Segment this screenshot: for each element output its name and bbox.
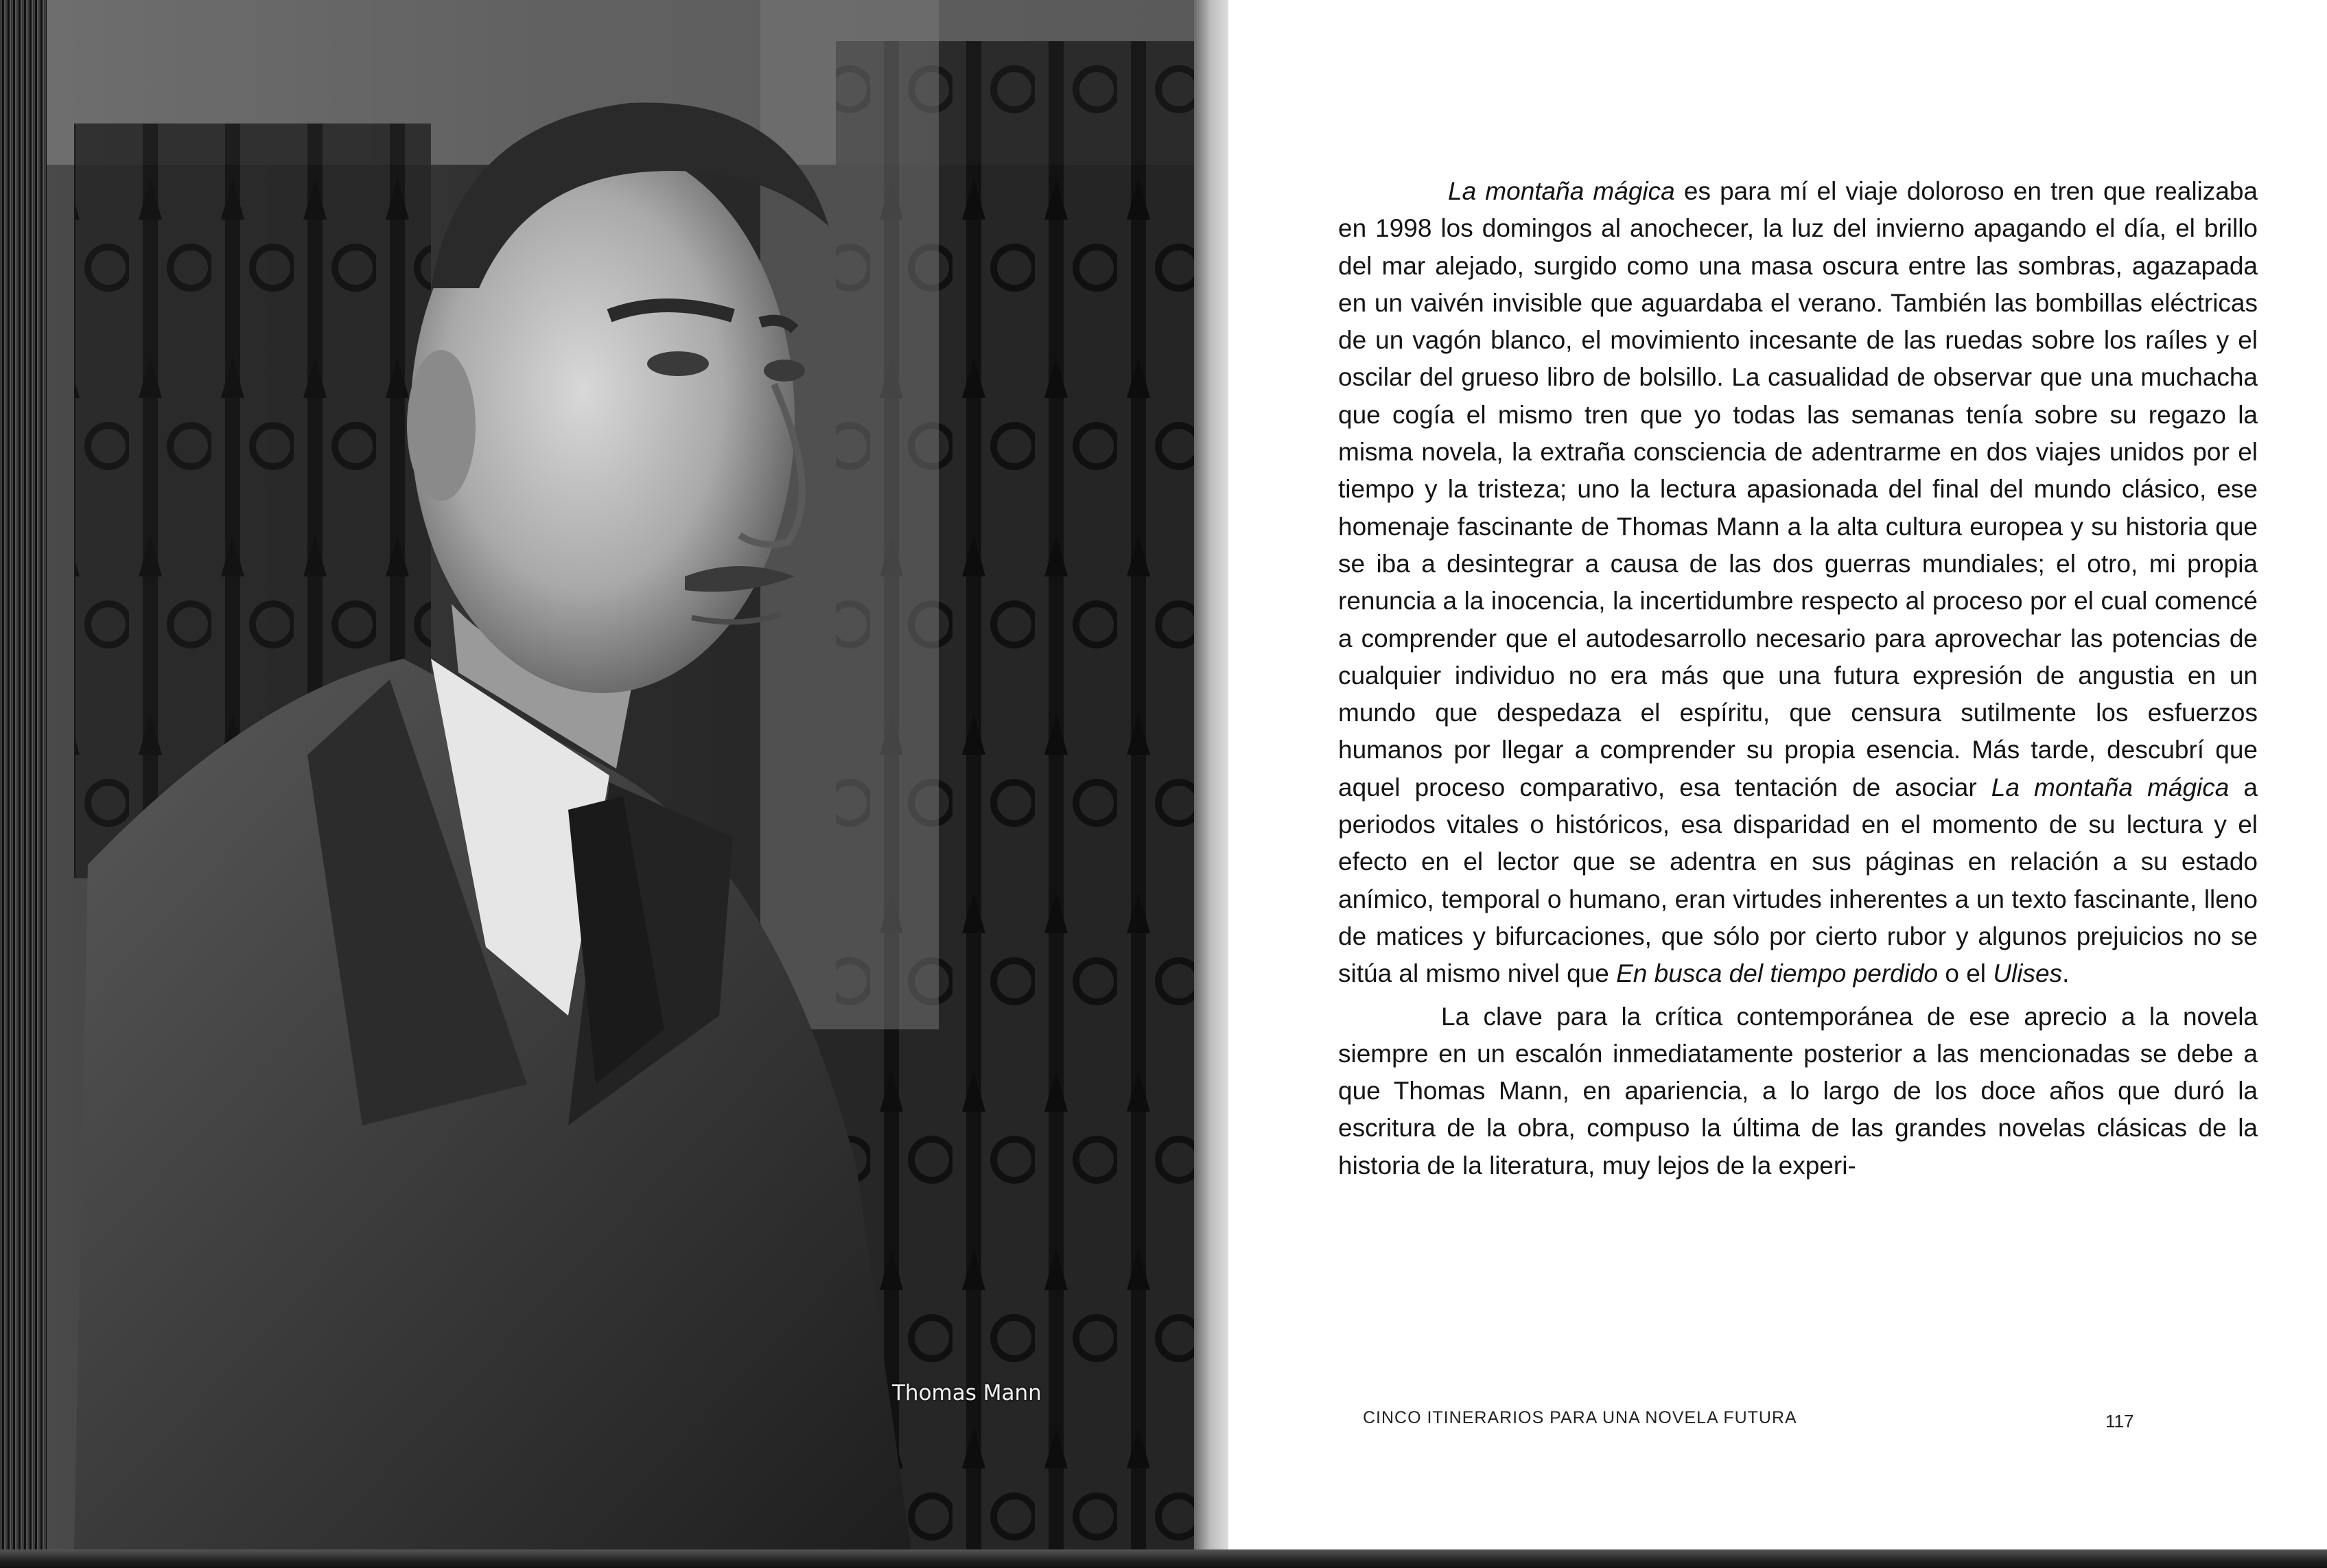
running-head: CINCO ITINERARIOS PARA UNA NOVELA FUTURA <box>1363 1408 1797 1427</box>
page-edges <box>0 0 47 1551</box>
right-page <box>1228 0 2327 1551</box>
text-span: es para mí el viaje doloroso en tren que realizaba en 1998 los domingos al anochecer, la luz del invierno apagando el día, el brillo del mar alejado, surgido como una masa oscura entre las sombras, agazapada en un vaivén invisible que aguardaba el verano. También las bombillas eléctricas de un vagón blanco, el movimiento incesante de las ruedas sobre los raíles y el oscilar del grueso libro de bolsillo. La casualidad de observar que una muchacha que cogía el mismo tren que yo todas las semanas tenía sobre su regazo la misma novela, la extraña consciencia de adentrarme en dos viajes unidos por el tiempo y la tristeza; uno la lectura apasionada del final del mundo clásico, ese homenaje fascinante de Thomas Mann a la alta cultura europea y su historia que se iba a desintegrar a causa de las dos guerras mundiales; el otro, mi propia renuncia a la inocencia, la incertidumbre respecto al proceso por el cual comencé a comprender que el autodesarrollo necesario para aprovechar las potencias de cualquier individuo no era más que una futura expresión de angustia en un mundo que despedaza el espíritu, que censura sutilmente los esfuerzos humanos por llegar a comprender su propia esencia. Más tarde, descubrí que aquel proceso comparativo, esa tentación de asociar <box>1338 177 2258 801</box>
photo-caption: Thomas Mann <box>892 1381 1042 1405</box>
book-title-italic: La montaña mágica <box>1991 773 2230 801</box>
book-title-italic: La montaña mágica <box>1448 177 1675 205</box>
book-title-italic: En busca del tiempo perdido <box>1616 959 1939 988</box>
text-span: . <box>2062 959 2070 988</box>
body-text <box>1338 173 2258 1184</box>
scan-bottom-edge <box>0 1549 2327 1568</box>
book-title-italic: Ulises <box>1993 959 2063 988</box>
page-number: 117 <box>2105 1411 2134 1431</box>
paragraph-1 <box>1338 173 2258 993</box>
text-span: o el <box>1938 959 1993 988</box>
text-span: a periodos vitales o históricos, esa disparidad en el momento de su lectura y el efecto en el lector que se adentra en sus páginas en relación a su estado anímico, temporal o humano, eran virtudes inherentes a un texto fascinante, lleno de matices y bifurcaciones, que sólo por cierto rubor y algunos prejuicios no se sitúa al mismo nivel que <box>1338 773 2258 988</box>
thomas-mann-photograph <box>47 0 1208 1551</box>
paragraph-2: La clave para la crítica contemporánea de ese aprecio a la novela siempre en un escalón inmediatamente posterior a las mencionadas se debe a que Thomas Mann, en apariencia, a lo largo de los doce años que duró la escritura de la obra, compuso la última de las grandes novelas clásicas de la historia de la literatura, muy lejos de la experi- <box>1338 1002 2258 1180</box>
